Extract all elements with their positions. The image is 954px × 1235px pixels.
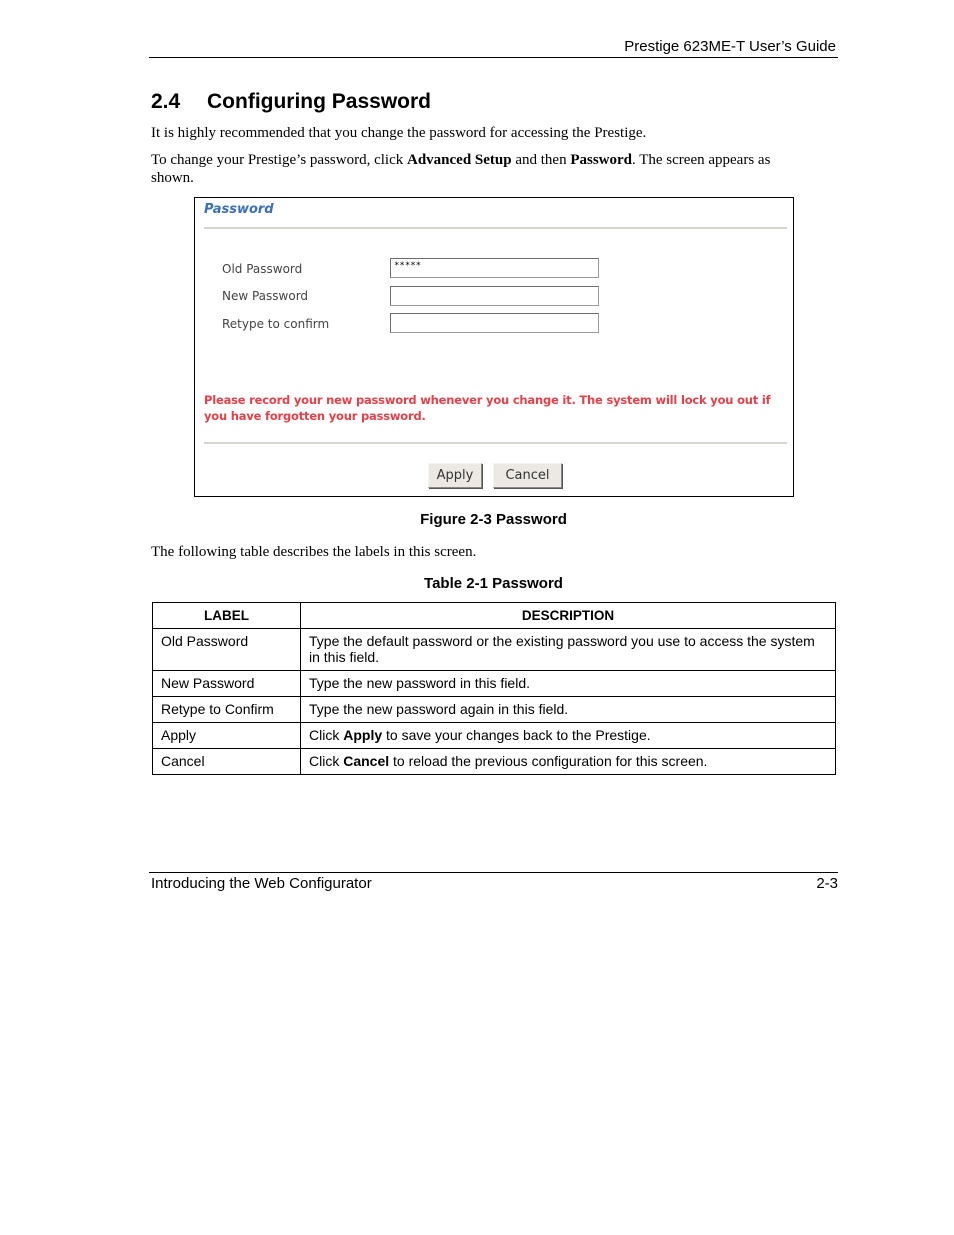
row-label: Cancel [153,749,301,775]
description-text: to save your changes back to the Prestige. [382,727,651,743]
running-header: Prestige 623ME-T User’s Guide [624,38,836,55]
p2-text: and then [511,152,571,168]
footer-divider [204,442,787,444]
row-label: Retype to Confirm [153,697,301,723]
row-description [301,697,836,723]
row-description [301,723,836,749]
p2-text: . The screen appears as shown. [151,152,771,186]
figure-caption: Figure 2-3 Password [420,511,567,528]
description-bold: Cancel [343,753,390,769]
section-title [151,90,431,114]
footer-chapter: Introducing the Web Configurator [151,875,372,892]
description-bold: Apply [343,727,383,743]
retype-password-label: Retype to confirm [222,317,330,331]
description-text: Type the new password in this field. [309,675,531,691]
intro-paragraph-2 [151,151,811,187]
row-description [301,671,836,697]
p2-bold-advanced-setup: Advanced Setup [406,152,512,168]
apply-button[interactable]: Apply [428,463,482,488]
header-description: DESCRIPTION [301,603,836,629]
password-labels-table [152,602,836,775]
new-password-label: New Password [222,289,309,303]
password-screen-title: Password [204,202,274,217]
header-label: LABEL [153,603,301,629]
row-description [301,629,836,671]
cancel-button[interactable]: Cancel [493,463,562,488]
row-description [301,749,836,775]
section-number: 2.4 [151,90,181,113]
row-label: Apply [153,723,301,749]
footer-page-number: 2-3 [816,875,838,892]
table-intro: The following table describes the labels in this screen. [151,544,477,560]
retype-password-input[interactable] [390,313,599,333]
table-row [153,671,836,697]
p2-bold-password: Password [570,152,632,168]
row-label: Old Password [153,629,301,671]
header-rule [149,57,838,58]
description-text: Click [309,727,344,743]
footer-rule [149,872,838,873]
table-row [153,723,836,749]
section-title-text: Configuring Password [207,90,432,113]
password-warning-text: Please record your new password whenever you change it. The system will lock you out if you have forgotten your password. [204,393,771,423]
description-text: to reload the previous configuration for this screen. [389,753,708,769]
description-text: Type the default password or the existing password you use to access the system in this field. [309,633,815,665]
old-password-input[interactable]: ***** [390,258,599,278]
password-screen-figure [194,197,794,497]
table-header-row [153,603,836,629]
row-label: New Password [153,671,301,697]
table-row [153,697,836,723]
description-text: Type the new password again in this field. [309,701,569,717]
table-caption: Table 2-1 Password [424,575,563,592]
intro-paragraph-1: It is highly recommended that you change the password for accessing the Prestige. [151,125,647,141]
table-row [153,629,836,671]
old-password-label: Old Password [222,262,303,276]
title-divider [204,227,787,229]
table-row [153,749,836,775]
new-password-input[interactable] [390,286,599,306]
p2-text: To change your Prestige’s password, click [151,152,407,168]
description-text: Click [309,753,344,769]
